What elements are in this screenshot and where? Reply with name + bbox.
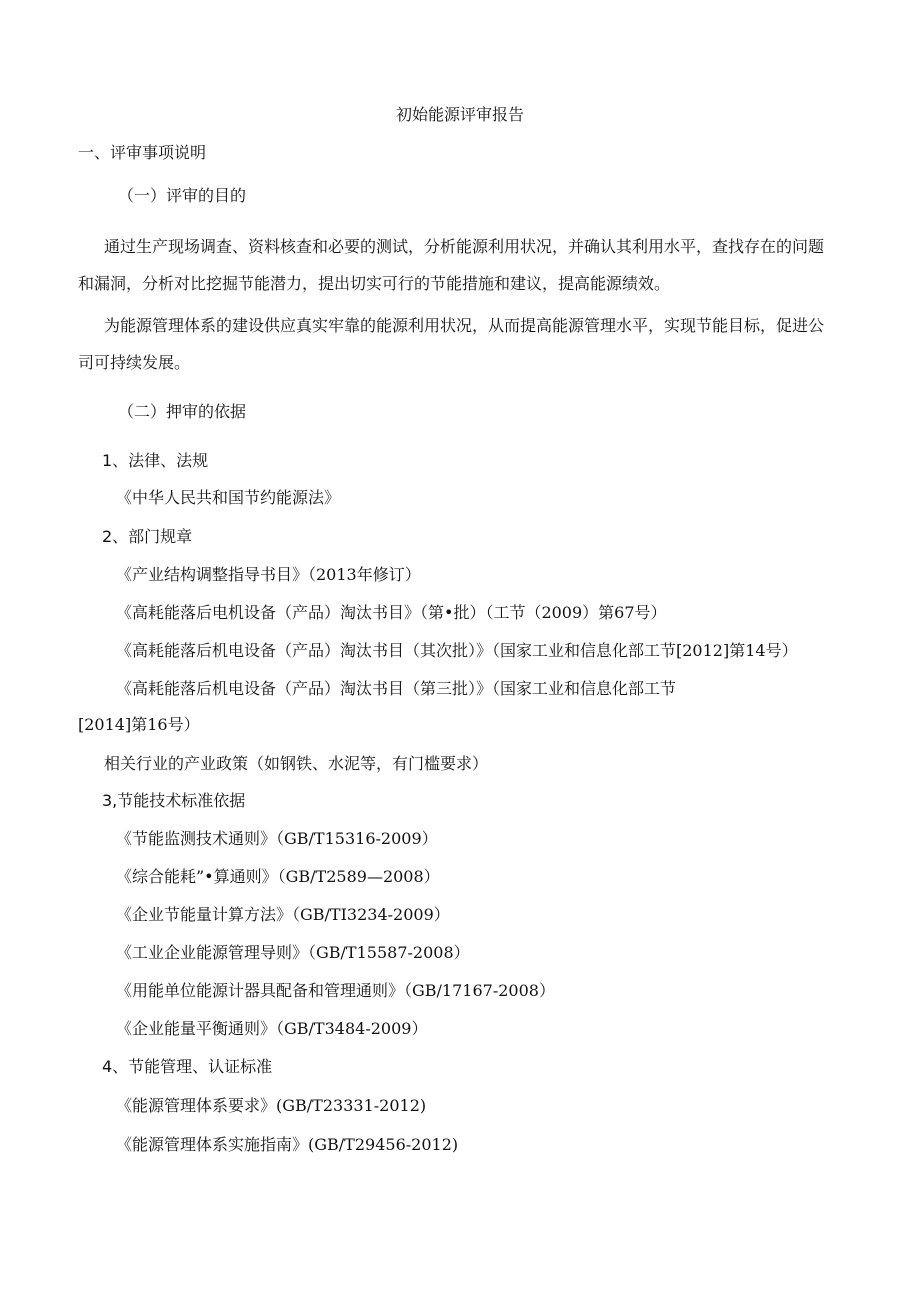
purpose-paragraph-1-line-2: 和漏洞，分析对比挖掘节能潜力，提出切实可行的节能措施和建议，提高能源绩效。 <box>78 274 671 293</box>
regulation-entry-continuation: [2014]第16号） <box>78 715 200 734</box>
document-title: 初始能源评审报告 <box>395 105 524 124</box>
regulation-entry: 《产业结构调整指导书目》（2013年修订） <box>116 565 421 584</box>
standard-entry: 《用能单位能源计器具配备和管理通则》（GB/17167-2008） <box>116 981 555 1000</box>
basis-item-2-heading: 2、部门规章 <box>102 527 193 546</box>
standard-entry: 《节能监测技术通则》（GB/T15316-2009） <box>116 829 438 848</box>
standard-entry: 《工业企业能源管理导则》（GB/T15587-2008） <box>116 943 470 962</box>
basis-item-1-heading: 1、法律、法规 <box>102 451 209 470</box>
section-heading-1: 一、评审事项说明 <box>78 143 207 162</box>
standard-entry: 《综合能耗”•算通则》（GB/T2589—2008） <box>116 867 440 886</box>
regulation-entry: 《高耗能落后机电设备（产品）淘汰书目（其次批）》（国家工业和信息化部工节[2012]第14号） <box>116 641 798 660</box>
certification-entry: 《能源管理体系实施指南》(GB/T29456-2012) <box>116 1135 459 1154</box>
purpose-paragraph-2-line-1: 为能源管理体系的建设供应真实牢靠的能源利用状况，从而提高能源管理水平，实现节能目标，促进公 <box>104 316 825 335</box>
basis-item-4-heading: 4、节能管理、认证标准 <box>102 1057 273 1076</box>
subsection-heading-basis: （二）押审的依据 <box>118 402 247 421</box>
regulation-entry: 《高耗能落后机电设备（产品）淘汰书目（第三批）》（国家工业和信息化部工节 <box>116 679 677 698</box>
regulation-entry: 相关行业的产业政策（如钢铁、水泥等，有门槛要求） <box>104 754 489 773</box>
subsection-heading-purpose: （一）评审的目的 <box>118 186 247 205</box>
purpose-paragraph-1-line-1: 通过生产现场调查、资料核查和必要的测试，分析能源利用状况，并确认其利用水平，查找存在的问题 <box>104 237 825 256</box>
basis-item-3-heading: 3,节能技术标准依据 <box>102 791 246 810</box>
law-entry: 《中华人民共和国节约能源法》 <box>116 488 341 507</box>
standard-entry: 《企业节能量计算方法》（GB/TI3234-2009） <box>116 905 450 924</box>
standard-entry: 《企业能量平衡通则》（GB/T3484-2009） <box>116 1019 428 1038</box>
purpose-paragraph-2-line-2: 司可持续发展。 <box>78 353 191 372</box>
certification-entry: 《能源管理体系要求》(GB/T23331-2012) <box>116 1096 427 1115</box>
regulation-entry: 《高耗能落后电机设备（产品）淘汰书目》（第•批）（工节（2009）第67号） <box>116 603 667 622</box>
